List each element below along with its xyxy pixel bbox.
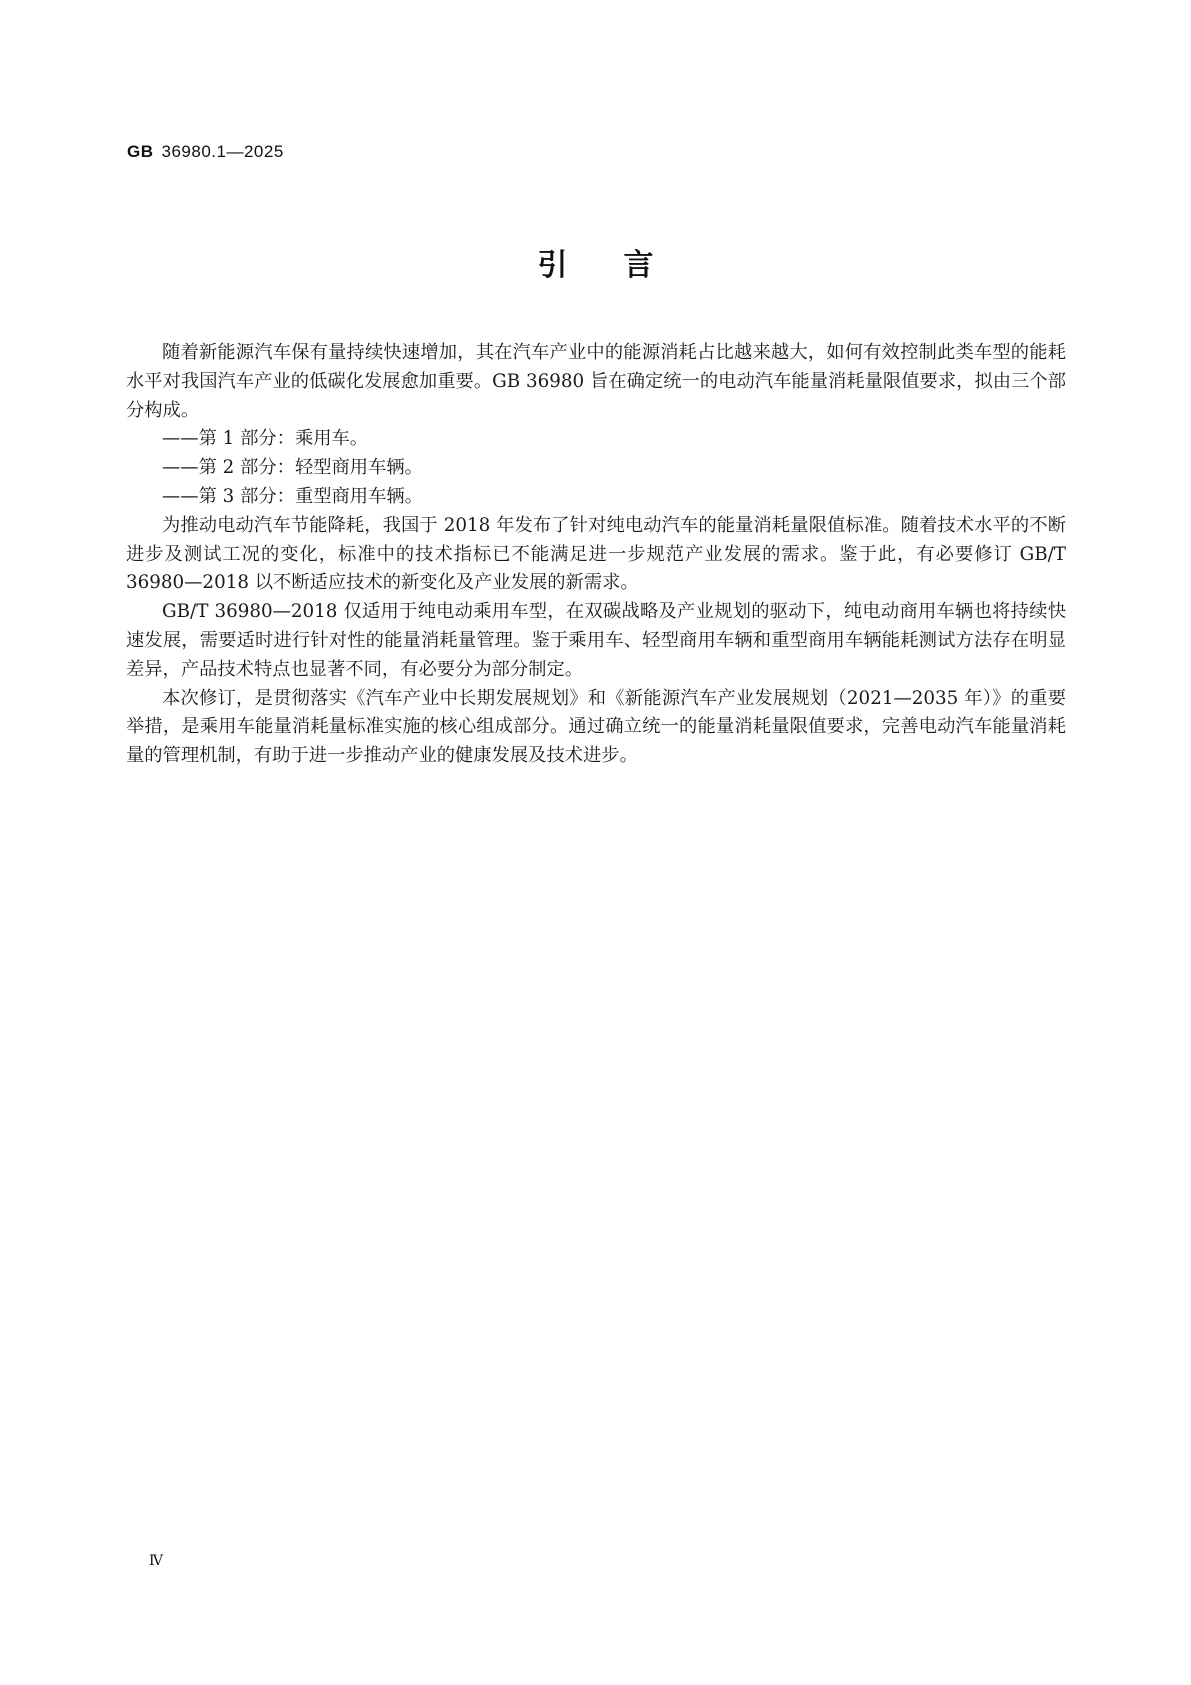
standard-code-prefix: GB	[127, 142, 154, 161]
list-item-part-2: ——第 2 部分：轻型商用车辆。	[162, 457, 423, 479]
standard-code-number: 36980.1—2025	[161, 142, 284, 161]
list-item-part-3: ——第 3 部分：重型商用车辆。	[162, 485, 423, 507]
list-item-part-1: ——第 1 部分：乘用车。	[162, 428, 369, 450]
page-number: Ⅳ	[149, 1553, 163, 1569]
page-title: 引言	[537, 248, 710, 283]
paragraph-background: 为推动电动汽车节能降耗，我国于 2018 年发布了针对纯电动汽车的能量消耗量限值标准。随着技术水平的不断进步及测试工况的变化，标准中的技术指标已不能满足进一步规范产业发展的需求。鉴于此，有必要修订 GB/T 36980—2018 以不断适应技术的新变化及产业发展的新需求。	[126, 514, 1066, 594]
paragraph-revision: 本次修订，是贯彻落实《汽车产业中长期发展规划》和《新能源汽车产业发展规划（2021—2035 年）》的重要举措，是乘用车能量消耗量标准实施的核心组成部分。通过确立统一的能量消耗量限值要求，完善电动汽车能量消耗量的管理机制，有助于进一步推动产业的健康发展及技术进步。	[126, 687, 1066, 767]
paragraph-scope: GB/T 36980—2018 仅适用于纯电动乘用车型，在双碳战略及产业规划的驱动下，纯电动商用车辆也将持续快速发展，需要适时进行针对性的能量消耗量管理。鉴于乘用车、轻型商用车辆和重型商用车辆能耗测试方法存在明显差异，产品技术特点也显著不同，有必要分为部分制定。	[126, 601, 1066, 680]
standard-code	[127, 142, 284, 162]
introduction-body	[126, 339, 1066, 771]
paragraph-intro: 随着新能源汽车保有量持续快速增加，其在汽车产业中的能源消耗占比越来越大，如何有效控制此类车型的能耗水平对我国汽车产业的低碳化发展愈加重要。GB 36980 旨在确定统一的电动汽车能量消耗量限值要求，拟由三个部分构成。	[126, 342, 1066, 421]
